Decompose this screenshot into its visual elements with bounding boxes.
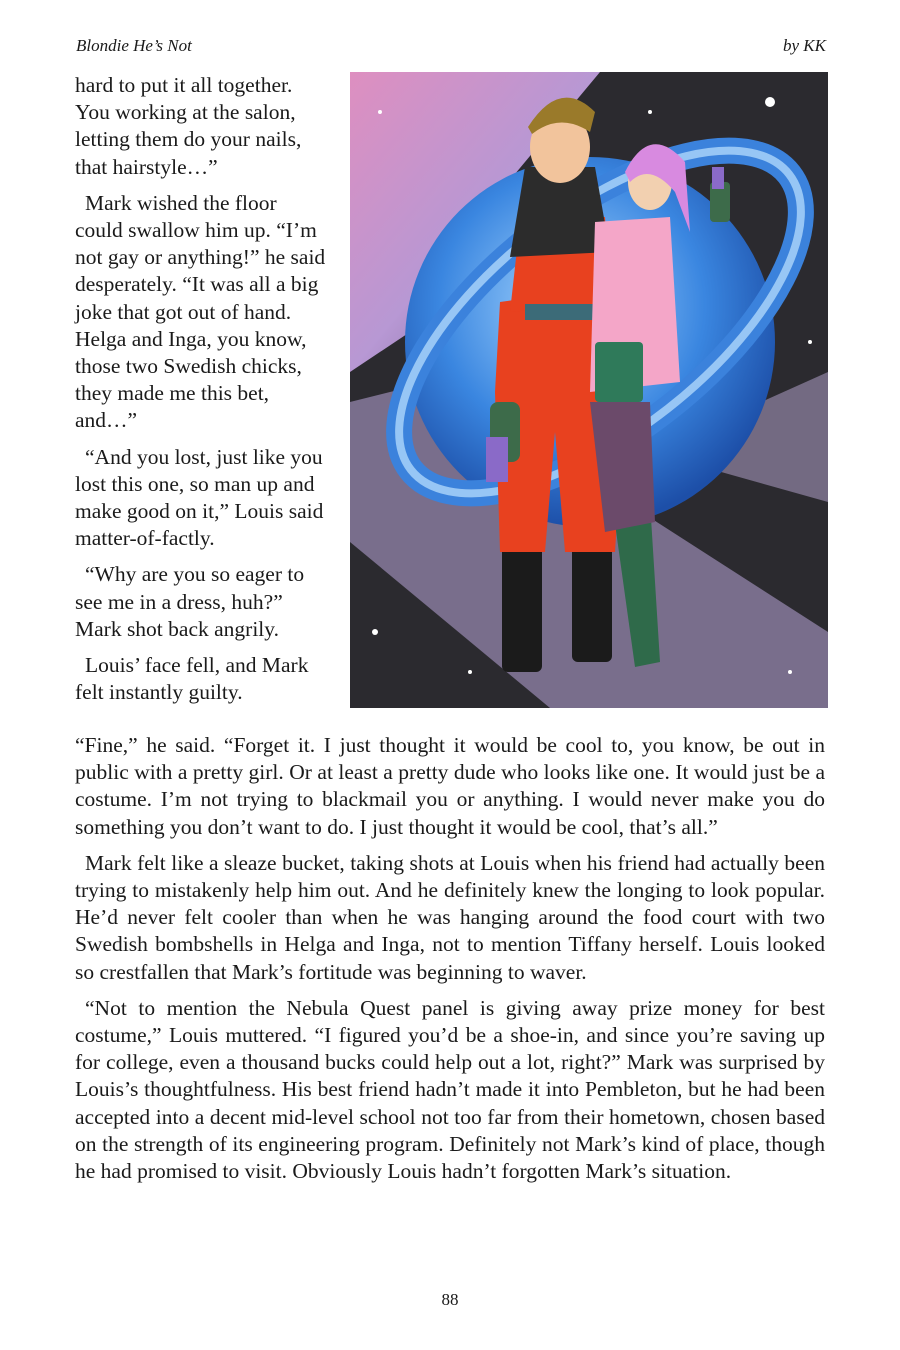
paragraph: “Why are you so eager to see me in a dress, huh?” Mark shot back angrily.	[75, 562, 305, 641]
page-number: 88	[441, 1290, 459, 1309]
book-title: Blondie He’s Not	[76, 36, 192, 55]
paragraph: “And you lost, just like you lost this one, so man up and make good on it,” Louis said matter-of-factly.	[75, 444, 324, 551]
full-width-text	[75, 732, 825, 1194]
space-heroes-artwork	[350, 72, 828, 708]
paragraph: Mark felt like a sleaze bucket, taking shots at Louis when his friend had actually been trying to mistakenly help him out. And he definitely knew the longing to look popular. He’d never felt cooler than when he was hanging around the food court with two Swedish bombshells in Helga and Inga, not to mention Tiffany herself. Louis looked so crestfallen that Mark’s fortitude was beginning to waver.	[75, 850, 825, 984]
left-text-column	[75, 72, 328, 715]
paragraph: “Fine,” he said. “Forget it. I just thought it would be cool to, you know, be out in public with a pretty girl. Or at least a pretty dude who looks like one. It would just be a costume. I’m not trying to blackmail you or anything. I would never make you do something you don’t want to do. I just thought it would be cool, that’s all.”	[75, 733, 825, 839]
paragraph: hard to put it all together. You working at the salon, letting them do your nails, that hairstyle…”	[75, 73, 302, 179]
paragraph: Louis’ face fell, and Mark felt instantly guilty.	[75, 653, 309, 705]
paragraph: Mark wished the floor could swallow him up. “I’m not gay or anything!” he said desperately. “It was all a big joke that got out of hand. Helga and Inga, you know, those two Swedish chicks, they made me this bet, and…”	[75, 190, 326, 433]
comic-illustration	[350, 72, 828, 708]
author-credit: by KK	[783, 36, 826, 55]
paragraph: “Not to mention the Nebula Quest panel is giving away prize money for best costume,” Louis muttered. “I figured you’d be a shoe-in, and since you’re saving up for college, even a thousand bucks could help out a lot, right?” Mark was surprised by Louis’s thoughtfulness. His best friend hadn’t made it into Pembleton, but he had been accepted into a decent mid-level school not too far from their hometown, chosen based on the strength of its engineering program. Definitely not Mark’s kind of place, though he had promised to visit. Obviously Louis hadn’t forgotten Mark’s situation.	[75, 995, 825, 1184]
